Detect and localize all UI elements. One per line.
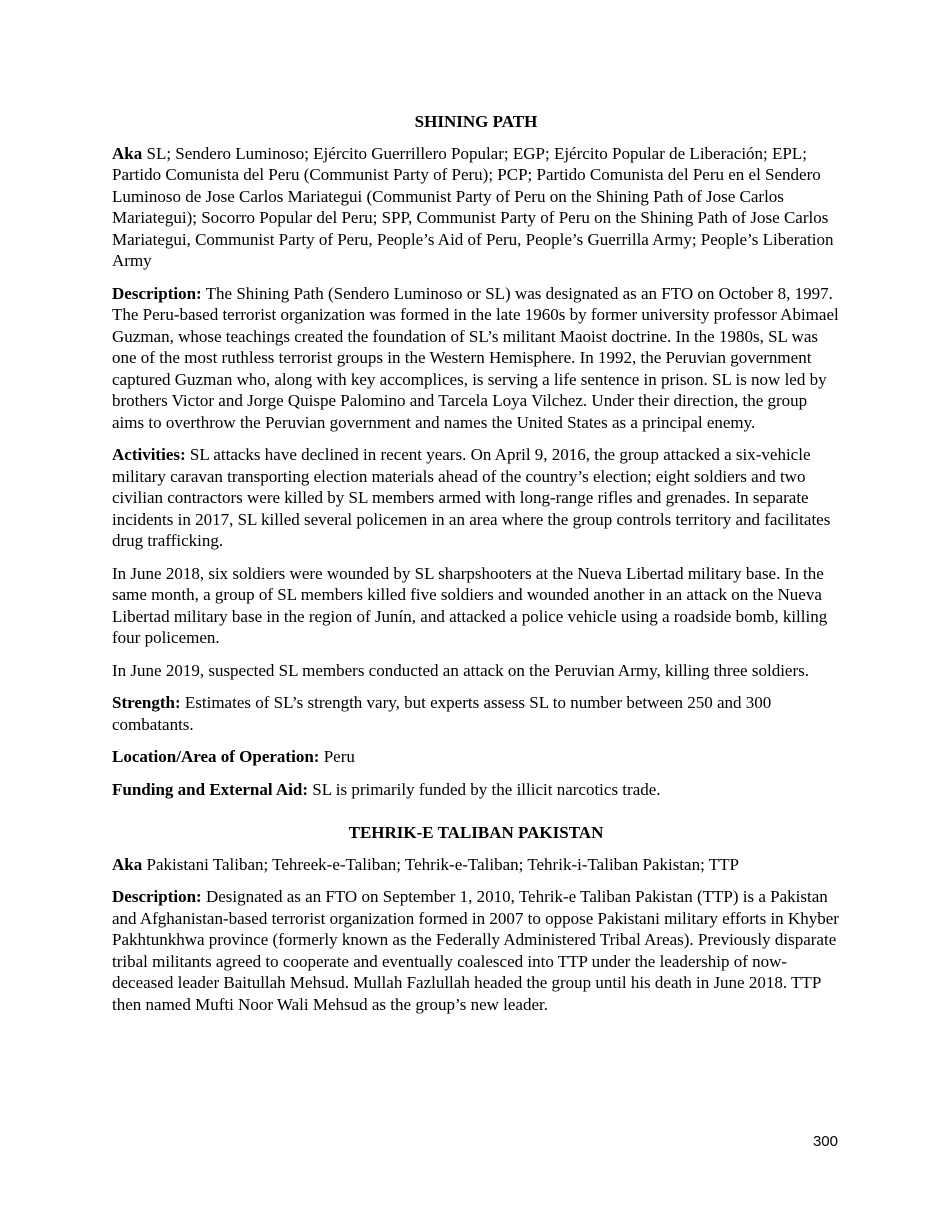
ttp-description-label: Description: bbox=[112, 887, 202, 906]
activities-text: SL attacks have declined in recent years. On April 9, 2016, the group attacked a six-vehicle military caravan transporting election materials ahead of the country’s election; eight soldiers and two civilian contractors were killed by SL members armed with long-range rifles and grenades. In separate incidents in 2017, SL killed several policemen in an area where the group controls territory and facilitates drug trafficking. bbox=[112, 445, 831, 550]
aka-paragraph bbox=[112, 143, 840, 272]
section-title-shining-path: SHINING PATH bbox=[414, 112, 538, 131]
strength-text: Estimates of SL’s strength vary, but experts assess SL to number between 250 and 300 combatants. bbox=[112, 693, 772, 734]
ttp-aka-paragraph bbox=[112, 854, 840, 876]
funding-paragraph bbox=[112, 779, 840, 801]
ttp-description-text: Designated as an FTO on September 1, 2010, Tehrik-e Taliban Pakistan (TTP) is a Pakistan and Afghanistan-based terrorist organization formed in 2007 to oppose Pakistani military efforts in Khyber Pakhtunkhwa province (formerly known as the Federally Administered Tribal Areas). Previously disparate tribal militants agreed to cooperate and eventually coalesced into TTP under the leadership of now-deceased leader Baitullah Mehsud. Mullah Fazlullah headed the group until his death in June 2018. TTP then named Mufti Noor Wali Mehsud as the group’s new leader. bbox=[112, 887, 839, 1014]
description-text: The Shining Path (Sendero Luminoso or SL) was designated as an FTO on October 8, 1997. The Peru-based terrorist organization was formed in the late 1960s by former university professor Abimael Guzman, whose teachings created the foundation of SL’s militant Maoist doctrine. In the 1980s, SL was one of the most ruthless terrorist groups in the Western Hemisphere. In 1992, the Peruvian government captured Guzman who, along with key accomplices, is serving a life sentence in prison. SL is now led by brothers Victor and Jorge Quispe Palomino and Tarcela Loya Vilchez. Under their direction, the group aims to overthrow the Peruvian government and names the United States as a principal enemy. bbox=[112, 283, 839, 432]
location-text: Peru bbox=[319, 747, 355, 766]
location-label: Location/Area of Operation: bbox=[112, 747, 320, 766]
page-number: 300 bbox=[812, 1133, 838, 1150]
funding-label: Funding and External Aid: bbox=[112, 779, 309, 799]
ttp-aka-text: Pakistani Taliban; Tehreek-e-Taliban; Tehrik-e-Taliban; Tehrik-i-Taliban Pakistan; TTP bbox=[142, 854, 739, 874]
section-title-ttp: TEHRIK-E TALIBAN PAKISTAN bbox=[348, 823, 604, 842]
strength-paragraph bbox=[112, 692, 840, 735]
location-paragraph bbox=[112, 746, 840, 768]
aka-text: SL; Sendero Luminoso; Ejército Guerrillero Popular; EGP; Ejército Popular de Liberación; EPL; Partido Comunista del Peru (Communist Party of Peru); PCP; Partido Comunista del Peru en el Sendero Luminoso de Jose Carlos Mariategui (Communist Party of Peru on the Shining Path of Jose Carlos Mariategui); Socorro Popular del Peru; SPP, Communist Party of Peru on the Shining Path of Jose Carlos Mariategui, Communist Party of Peru, People’s Aid of Peru, People’s Guerrilla Army; People’s Liberation Army bbox=[112, 143, 834, 270]
document-page bbox=[112, 111, 840, 1026]
activities-paragraph bbox=[112, 444, 840, 552]
ttp-description-paragraph bbox=[112, 886, 840, 1015]
description-label: Description: bbox=[112, 283, 202, 303]
description-paragraph bbox=[112, 283, 840, 434]
strength-label: Strength: bbox=[112, 693, 181, 712]
activities-paragraph-2: In June 2018, six soldiers were wounded by SL sharpshooters at the Nueva Libertad military base. In the same month, a group of SL members killed five soldiers and wounded another in an attack on the Nueva Libertad military base in the region of Junín, and attacked a police vehicle using a roadside bomb, killing four policemen. bbox=[112, 563, 828, 647]
activities-label: Activities: bbox=[112, 445, 186, 464]
aka-label: Aka bbox=[112, 143, 143, 163]
ttp-aka-label: Aka bbox=[112, 854, 143, 874]
activities-paragraph-3: In June 2019, suspected SL members conducted an attack on the Peruvian Army, killing three soldiers. bbox=[112, 660, 809, 680]
funding-text: SL is primarily funded by the illicit narcotics trade. bbox=[308, 779, 661, 799]
